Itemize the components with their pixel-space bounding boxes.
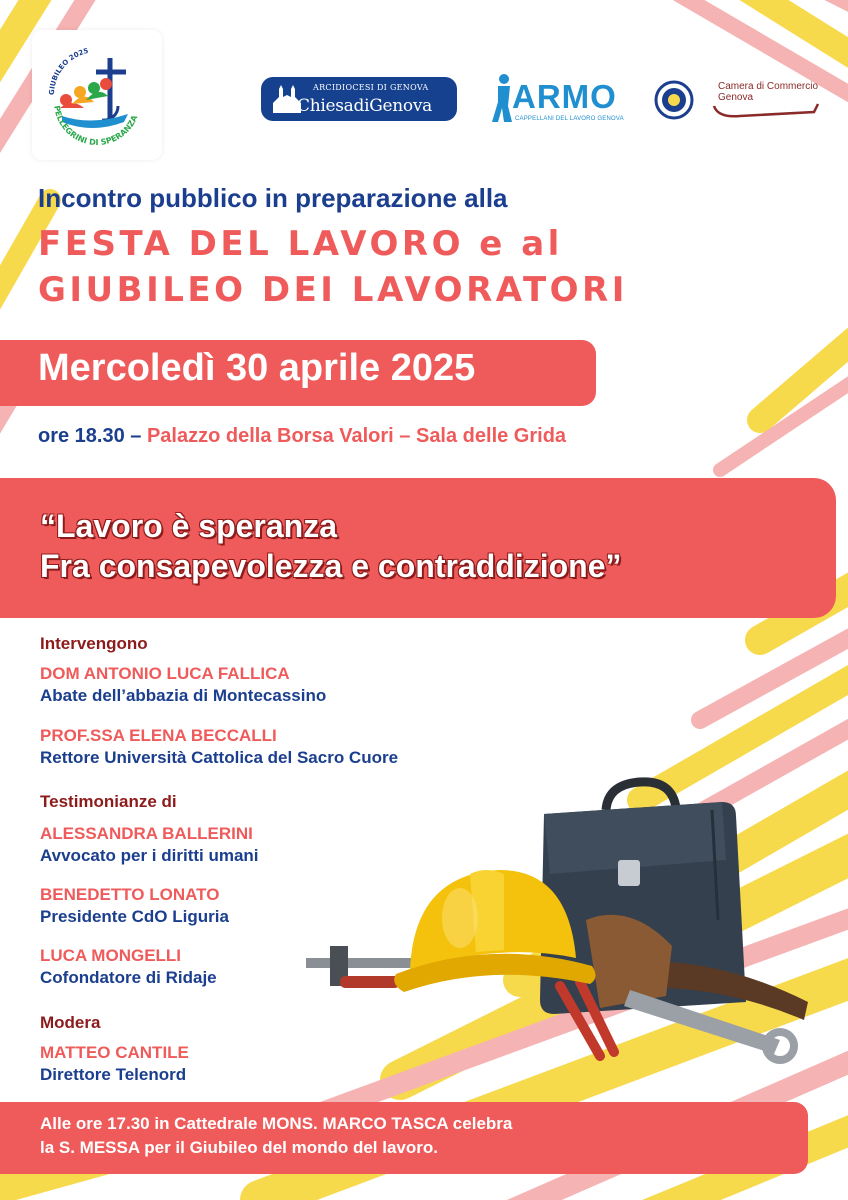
testimony-role: Cofondatore di Ridaje <box>40 968 217 987</box>
testimony-name: BENEDETTO LONATO <box>40 885 220 904</box>
quote-line1: “Lavoro è speranza <box>40 508 337 544</box>
speaker-role: Abate dell’abbazia di Montecassino <box>40 686 327 705</box>
moderator-name: MATTEO CANTILE <box>40 1043 189 1062</box>
moderator-heading: Modera <box>40 1013 101 1032</box>
event-place: Palazzo della Borsa Valori – Sala delle Grida <box>146 425 567 447</box>
giubileo-top-text: GIUBILEO 2025 <box>47 46 90 96</box>
worker-figure-icon <box>490 72 514 122</box>
speakers-heading: Intervengono <box>40 634 148 653</box>
armo-subtitle: CAPPELLANI DEL LAVORO GENOVA <box>515 116 624 122</box>
footer-line2: la S. MESSA per il Giubileo del mondo del lavoro. <box>40 1138 438 1157</box>
chiesa-small-text: ARCIDIOCESI DI GENOVA <box>313 83 429 92</box>
testimony-name: LUCA MONGELLI <box>40 946 182 965</box>
chiesa-big-text: ChiesadiGenova <box>297 96 432 116</box>
camera-commercio-logo <box>652 78 822 123</box>
moderator-role: Direttore Telenord <box>40 1065 187 1084</box>
giubileo-bottom-text: PELLEGRINI DI SPERANZA <box>52 104 140 148</box>
title-line2: GIUBILEO DEI LAVORATORI <box>38 270 628 310</box>
title-line1: FESTA DEL LAVORO e al <box>38 224 563 264</box>
giubileo-logo <box>32 30 162 160</box>
camera-line2: Genova <box>718 92 754 103</box>
speaker-name: DOM ANTONIO LUCA FALLICA <box>40 664 290 683</box>
event-time: ore 18.30 – <box>38 425 147 447</box>
seal-icon <box>654 80 694 120</box>
work-tools-illustration <box>300 770 820 1070</box>
time-place <box>38 425 566 448</box>
camera-line1: Camera di Commercio <box>718 81 819 92</box>
pilgrims-logo-icon <box>32 30 162 160</box>
testimony-name: ALESSANDRA BALLERINI <box>40 824 253 843</box>
speaker-role: Rettore Università Cattolica del Sacro Cuore <box>40 748 399 767</box>
chiesa-genova-logo <box>261 77 457 121</box>
armo-logo <box>490 72 625 127</box>
armo-word: ARMO <box>512 78 617 115</box>
testimonies-heading: Testimonianze di <box>40 792 177 811</box>
speaker-name: PROF.SSA ELENA BECCALLI <box>40 726 277 745</box>
quote-line2: Fra consapevolezza e contraddizione” <box>40 548 622 584</box>
intro-text: Incontro pubblico in preparazione alla <box>38 183 508 213</box>
footer-line1: Alle ore 17.30 in Cattedrale MONS. MARCO TASCA celebra <box>40 1114 513 1133</box>
event-date: Mercoledì 30 aprile 2025 <box>38 347 476 389</box>
testimony-role: Presidente CdO Liguria <box>40 907 229 926</box>
testimony-role: Avvocato per i diritti umani <box>40 846 259 865</box>
camera-swoosh-icon <box>710 100 820 120</box>
